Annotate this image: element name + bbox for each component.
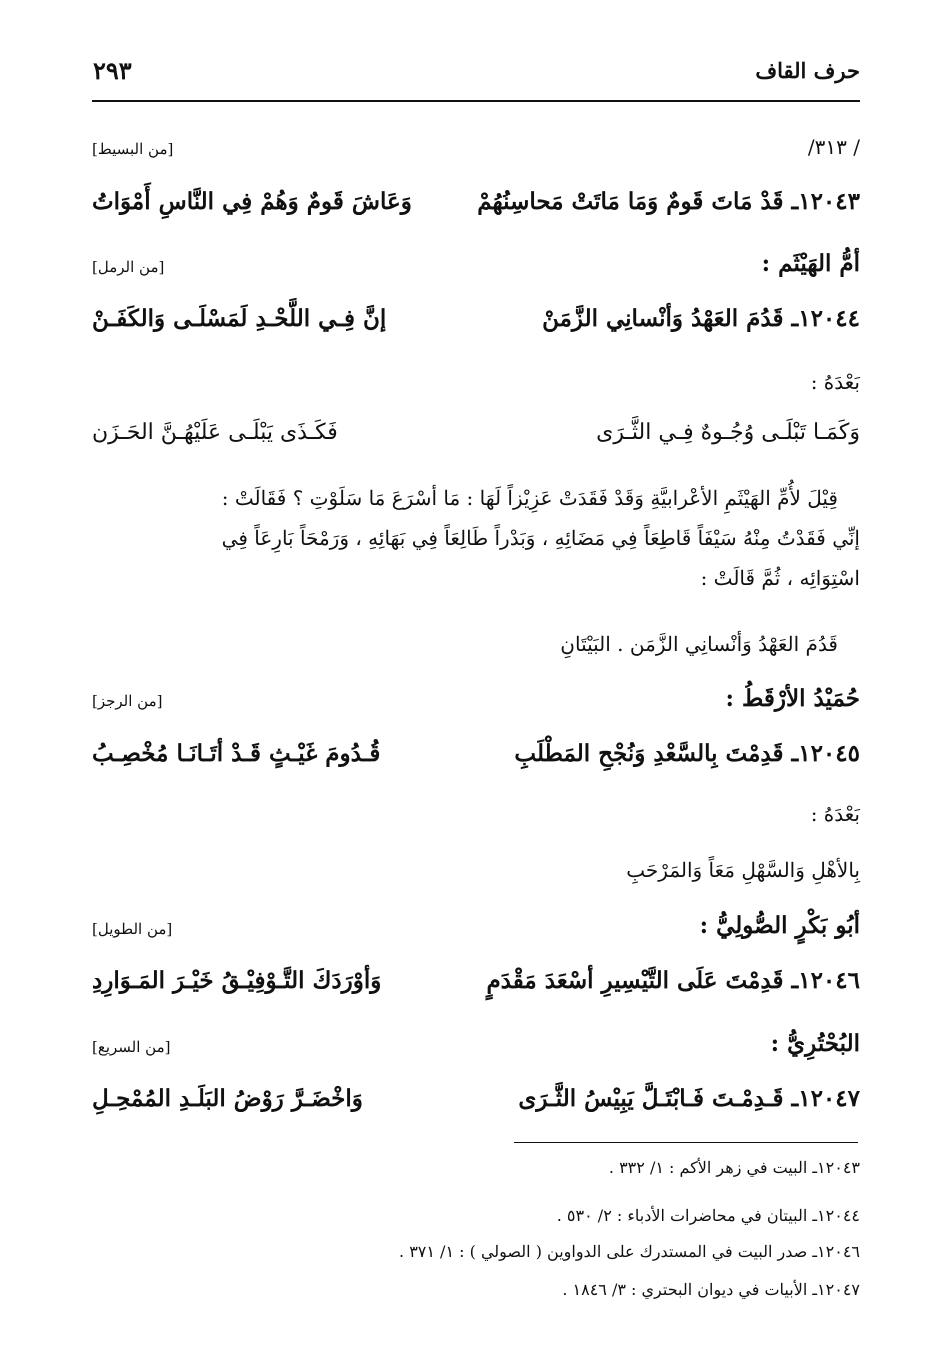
poet-name: أبُو بَكْرٍ الصُّولِيُّ : <box>699 912 860 939</box>
meter-label: [من السريع] <box>92 1038 171 1056</box>
verse-first-half: ١٢٠٤٦ـ قَدِمْتَ عَلَى التَّيْسِيرِ أسْعَدَ مَقْدَمٍ <box>486 967 860 994</box>
verse-12045 <box>92 740 860 774</box>
verse-second-half: وَعَاشَ قَومٌ وَهُمْ فِي النَّاسِ أَمْوَاتُ <box>92 188 412 215</box>
following-verse <box>92 420 860 454</box>
poet-name: حُمَيْدُ الأرْقَطُ : <box>725 685 860 712</box>
verse-second-half: فَكَـذَى يَبْلَـى عَلَيْهُـنَّ الحَـزَن <box>92 420 338 445</box>
meter-label: [من الطويل] <box>92 920 173 938</box>
verse-12046 <box>92 967 860 1001</box>
meter-label: [من الرجز] <box>92 692 163 710</box>
footnote: ١٢٠٤٦ـ صدر البيت في المستدرك على الدواوين ( الصولي ) : ١/ ٣٧١ . <box>399 1242 860 1261</box>
verse-12047 <box>92 1085 860 1119</box>
header-rule <box>92 100 860 102</box>
verse-12043 <box>92 188 860 222</box>
entry-marker: / ٣١٣/ <box>807 135 860 159</box>
footnote: ١٢٠٤٧ـ الأبيات في ديوان البحتري : ٣/ ١٨٤٦ . <box>562 1280 860 1299</box>
after-label: بَعْدَهُ : <box>810 370 860 394</box>
verse-second-half: وَأوْرَدَكَ التَّـوْفِيْـقُ خَيْـرَ المَـوَارِدِ <box>92 967 382 994</box>
prose-line: قِيْلَ لأُمِّ الهَيْثَمِ الأعْرابيَّةِ وَقَدْ فَقَدَتْ عَزِيْزاً لَهَا : مَا أسْرَعَ مَا سَلَوْتِ ؟ فَقَالَتْ : <box>221 486 838 510</box>
poet-name: البُحْتُرِيُّ : <box>770 1030 860 1057</box>
footnote: ١٢٠٤٤ـ البيتان في محاضرات الأدباء : ٢/ ٥٣٠ . <box>556 1206 860 1225</box>
poet-name: أمُّ الهَيْثَم : <box>761 250 860 277</box>
prose-line: إنِّي فَقَدْتُ مِنْهُ سَيْفَاً قَاطِعَاً فِي مَضَائِهِ ، وَبَدْراً طَالِعَاً فِي بَهَائِهِ ، وَرَمْحَاً بَارِعَاً فِي <box>221 526 860 550</box>
verse-12044 <box>92 305 860 339</box>
anecdote-paragraph <box>92 478 860 598</box>
verse-first-half: ١٢٠٤٤ـ قَدُمَ العَهْدُ وَأنْسانِي الزَّمَنْ <box>542 305 860 332</box>
verse-first-half: ١٢٠٤٧ـ قَـدِمْـتَ فَـابْتَـلَّ يَبِيْسُ الثَّـرَى <box>518 1085 860 1112</box>
verse-second-half: قُـدُومَ غَيْـثٍ قَـدْ أتَـانَـا مُخْصِـبُ <box>92 740 381 767</box>
after-label: بَعْدَهُ : <box>810 802 860 826</box>
quoted-hemistich: قَدُمَ العَهْدُ وَأنْسانِي الزَّمَن . البَيْتَانِ <box>560 632 838 656</box>
verse-first-half: ١٢٠٤٥ـ قَدِمْتَ بِالسَّعْدِ وَنُجْحِ المَطْلَبِ <box>514 740 860 767</box>
verse-first-half: وَكَمَـا تَبْلَـى وُجُـوهٌ فِـي الثَّـرَى <box>596 420 860 445</box>
footnote-rule <box>514 1142 858 1143</box>
page-number: ٢٩٣ <box>93 56 132 85</box>
verse-first-half: ١٢٠٤٣ـ قَدْ مَاتَ قَومٌ وَمَا مَاتَتْ مَحاسِنُهُمْ <box>477 188 860 215</box>
footnote: ١٢٠٤٣ـ البيت في زهر الأكم : ١/ ٣٣٢ . <box>608 1158 860 1177</box>
prose-line: اسْتِوَائِه ، ثُمَّ قَالَتْ : <box>700 566 860 590</box>
running-header-title: حرف القاف <box>755 58 860 83</box>
verse-second-half: وَاخْضَـرَّ رَوْضُ البَلَـدِ المُمْحِـلِ <box>92 1085 363 1112</box>
meter-label: [من الرمل] <box>92 258 165 276</box>
meter-label: [من البسيط] <box>92 140 174 158</box>
following-line: بِالأهْلِ وَالسَّهْلِ مَعَاً وَالمَرْحَبِ <box>626 858 860 882</box>
verse-second-half: إنَّ فِـي اللَّحْـدِ لَمَسْلَـى وَالكَفَـنْ <box>92 305 387 332</box>
